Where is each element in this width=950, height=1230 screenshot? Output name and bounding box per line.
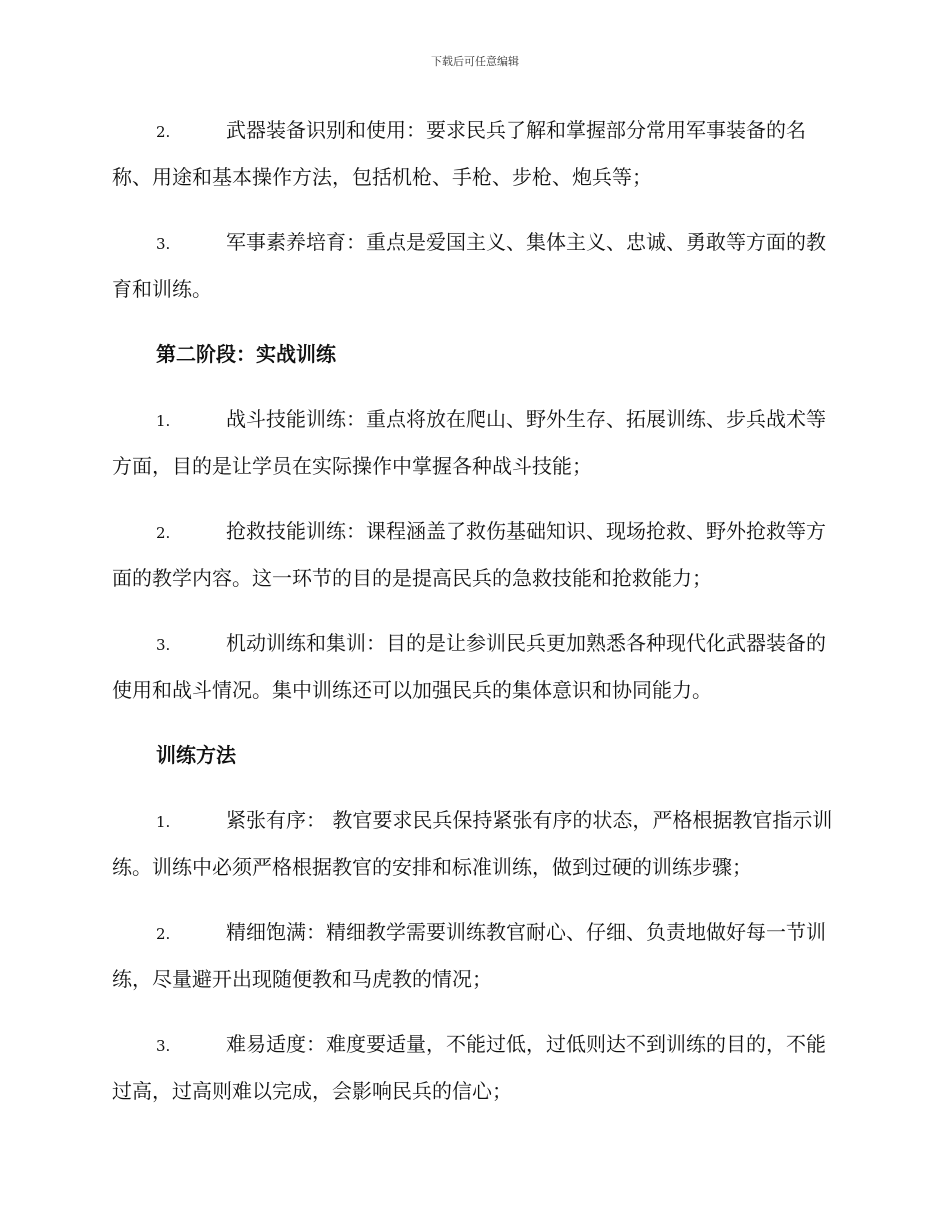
list-item (112, 509, 840, 601)
item-text: 抢救技能训练：课程涵盖了救伤基础知识、现场抢救、野外抢救等方面的教学内容。这一环节的目的是提高民兵的急救技能和抢救能力； (112, 519, 826, 590)
section-heading: 训练方法 (156, 743, 236, 767)
list-item (112, 397, 840, 489)
item-number: 3. (156, 1037, 171, 1055)
item-number: 1. (156, 813, 171, 831)
item-text: 难易适度：难度要适量，不能过低，过低则达不到训练的目的，不能过高，过高则难以完成，会影响民兵的信心； (112, 1032, 826, 1103)
list-item (112, 220, 840, 312)
document-body (112, 108, 840, 1126)
page-header-note: 下载后可任意编辑 (431, 55, 519, 68)
item-number: 3. (156, 235, 171, 253)
section-heading: 第二阶段：实战训练 (156, 342, 336, 366)
item-text: 精细饱满：精细教学需要训练教官耐心、仔细、负责地做好每一节训练，尽量避开出现随便教和马虎教的情况； (112, 920, 826, 991)
item-number: 2. (156, 123, 171, 141)
item-text: 机动训练和集训：目的是让参训民兵更加熟悉各种现代化武器装备的使用和战斗情况。集中训练还可以加强民兵的集体意识和协同能力。 (112, 631, 826, 702)
list-item (112, 1022, 840, 1114)
item-number: 2. (156, 524, 171, 542)
item-text: 武器装备识别和使用：要求民兵了解和掌握部分常用军事装备的名称、用途和基本操作方法，包括机枪、手枪、步枪、炮兵等； (112, 118, 806, 189)
item-number: 1. (156, 412, 171, 430)
item-number: 2. (156, 925, 171, 943)
item-number: 3. (156, 636, 171, 654)
list-item (112, 798, 840, 890)
list-item (112, 621, 840, 713)
item-text: 军事素养培育：重点是爱国主义、集体主义、忠诚、勇敢等方面的教育和训练。 (112, 230, 826, 301)
item-text: 战斗技能训练：重点将放在爬山、野外生存、拓展训练、步兵战术等方面，目的是让学员在实际操作中掌握各种战斗技能； (112, 407, 826, 478)
list-item (112, 108, 840, 200)
list-item (112, 910, 840, 1002)
item-text: 紧张有序： 教官要求民兵保持紧张有序的状态，严格根据教官指示训练。训练中必须严格根据教官的安排和标准训练，做到过硬的训练步骤； (112, 808, 833, 879)
